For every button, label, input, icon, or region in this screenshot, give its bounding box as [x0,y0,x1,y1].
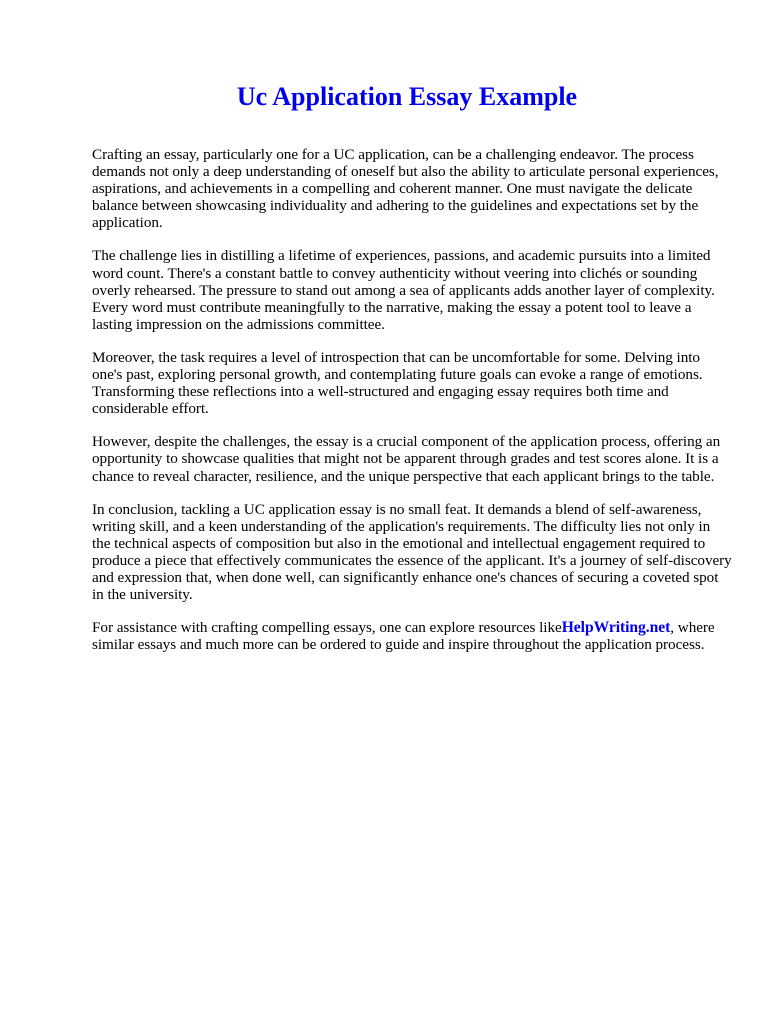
paragraph-6-text: For assistance with crafting compelling essays, one can explore resources like [92,619,562,637]
document-body [92,146,732,669]
paragraph-2: The challenge lies in distilling a lifetime of experiences, passions, and academic pursuits into a limited word count. There's a constant battle to convey authenticity without veering into clichés or sounding overly rehearsed. The pressure to stand out among a sea of applicants adds another layer of complexity. Every word must contribute meaningfully to the narrative, making the essay a potent tool to leave a lasting impression on the admissions committee. [92,247,715,333]
document-title: Uc Application Essay Example [236,82,578,111]
paragraph-1: Crafting an essay, particularly one for a UC application, can be a challenging endeavor. The process demands not only a deep understanding of oneself but also the ability to articulate personal experiences, aspirations, and achievements in a compelling and coherent manner. One must navigate the delicate balance between showcasing individuality and adhering to the guidelines and expectations set by the application. [92,146,719,232]
paragraph-5: In conclusion, tackling a UC application essay is no small feat. It demands a blend of self-awareness, writing skill, and a keen understanding of the application's requirements. The difficulty lies not only in the technical aspects of composition but also in the emotional and intellectual engagement required to produce a piece that effectively communicates the essence of the applicant. It's a journey of self-discovery and expression that, when done well, can significantly enhance one's chances of securing a coveted spot in the university. [92,500,732,604]
paragraph-6-text-end: , where similar essays and much more can be ordered to guide and inspire throughout the application process. [92,619,715,654]
helpwriting-link[interactable]: HelpWriting.net [561,619,671,637]
paragraph-4: However, despite the challenges, the essay is a crucial component of the application process, offering an opportunity to showcase qualities that might not be apparent through grades and test scores alone. It is a chance to reveal character, resilience, and the unique perspective that each applicant brings to the table. [92,433,721,485]
paragraph-6 [92,619,732,653]
paragraph-3: Moreover, the task requires a level of introspection that can be uncomfortable for some. Delving into one's past, exploring personal growth, and contemplating future goals can evoke a range of emotions. Transforming these reflections into a well-structured and engaging essay requires both time and considerable effort. [92,348,703,418]
